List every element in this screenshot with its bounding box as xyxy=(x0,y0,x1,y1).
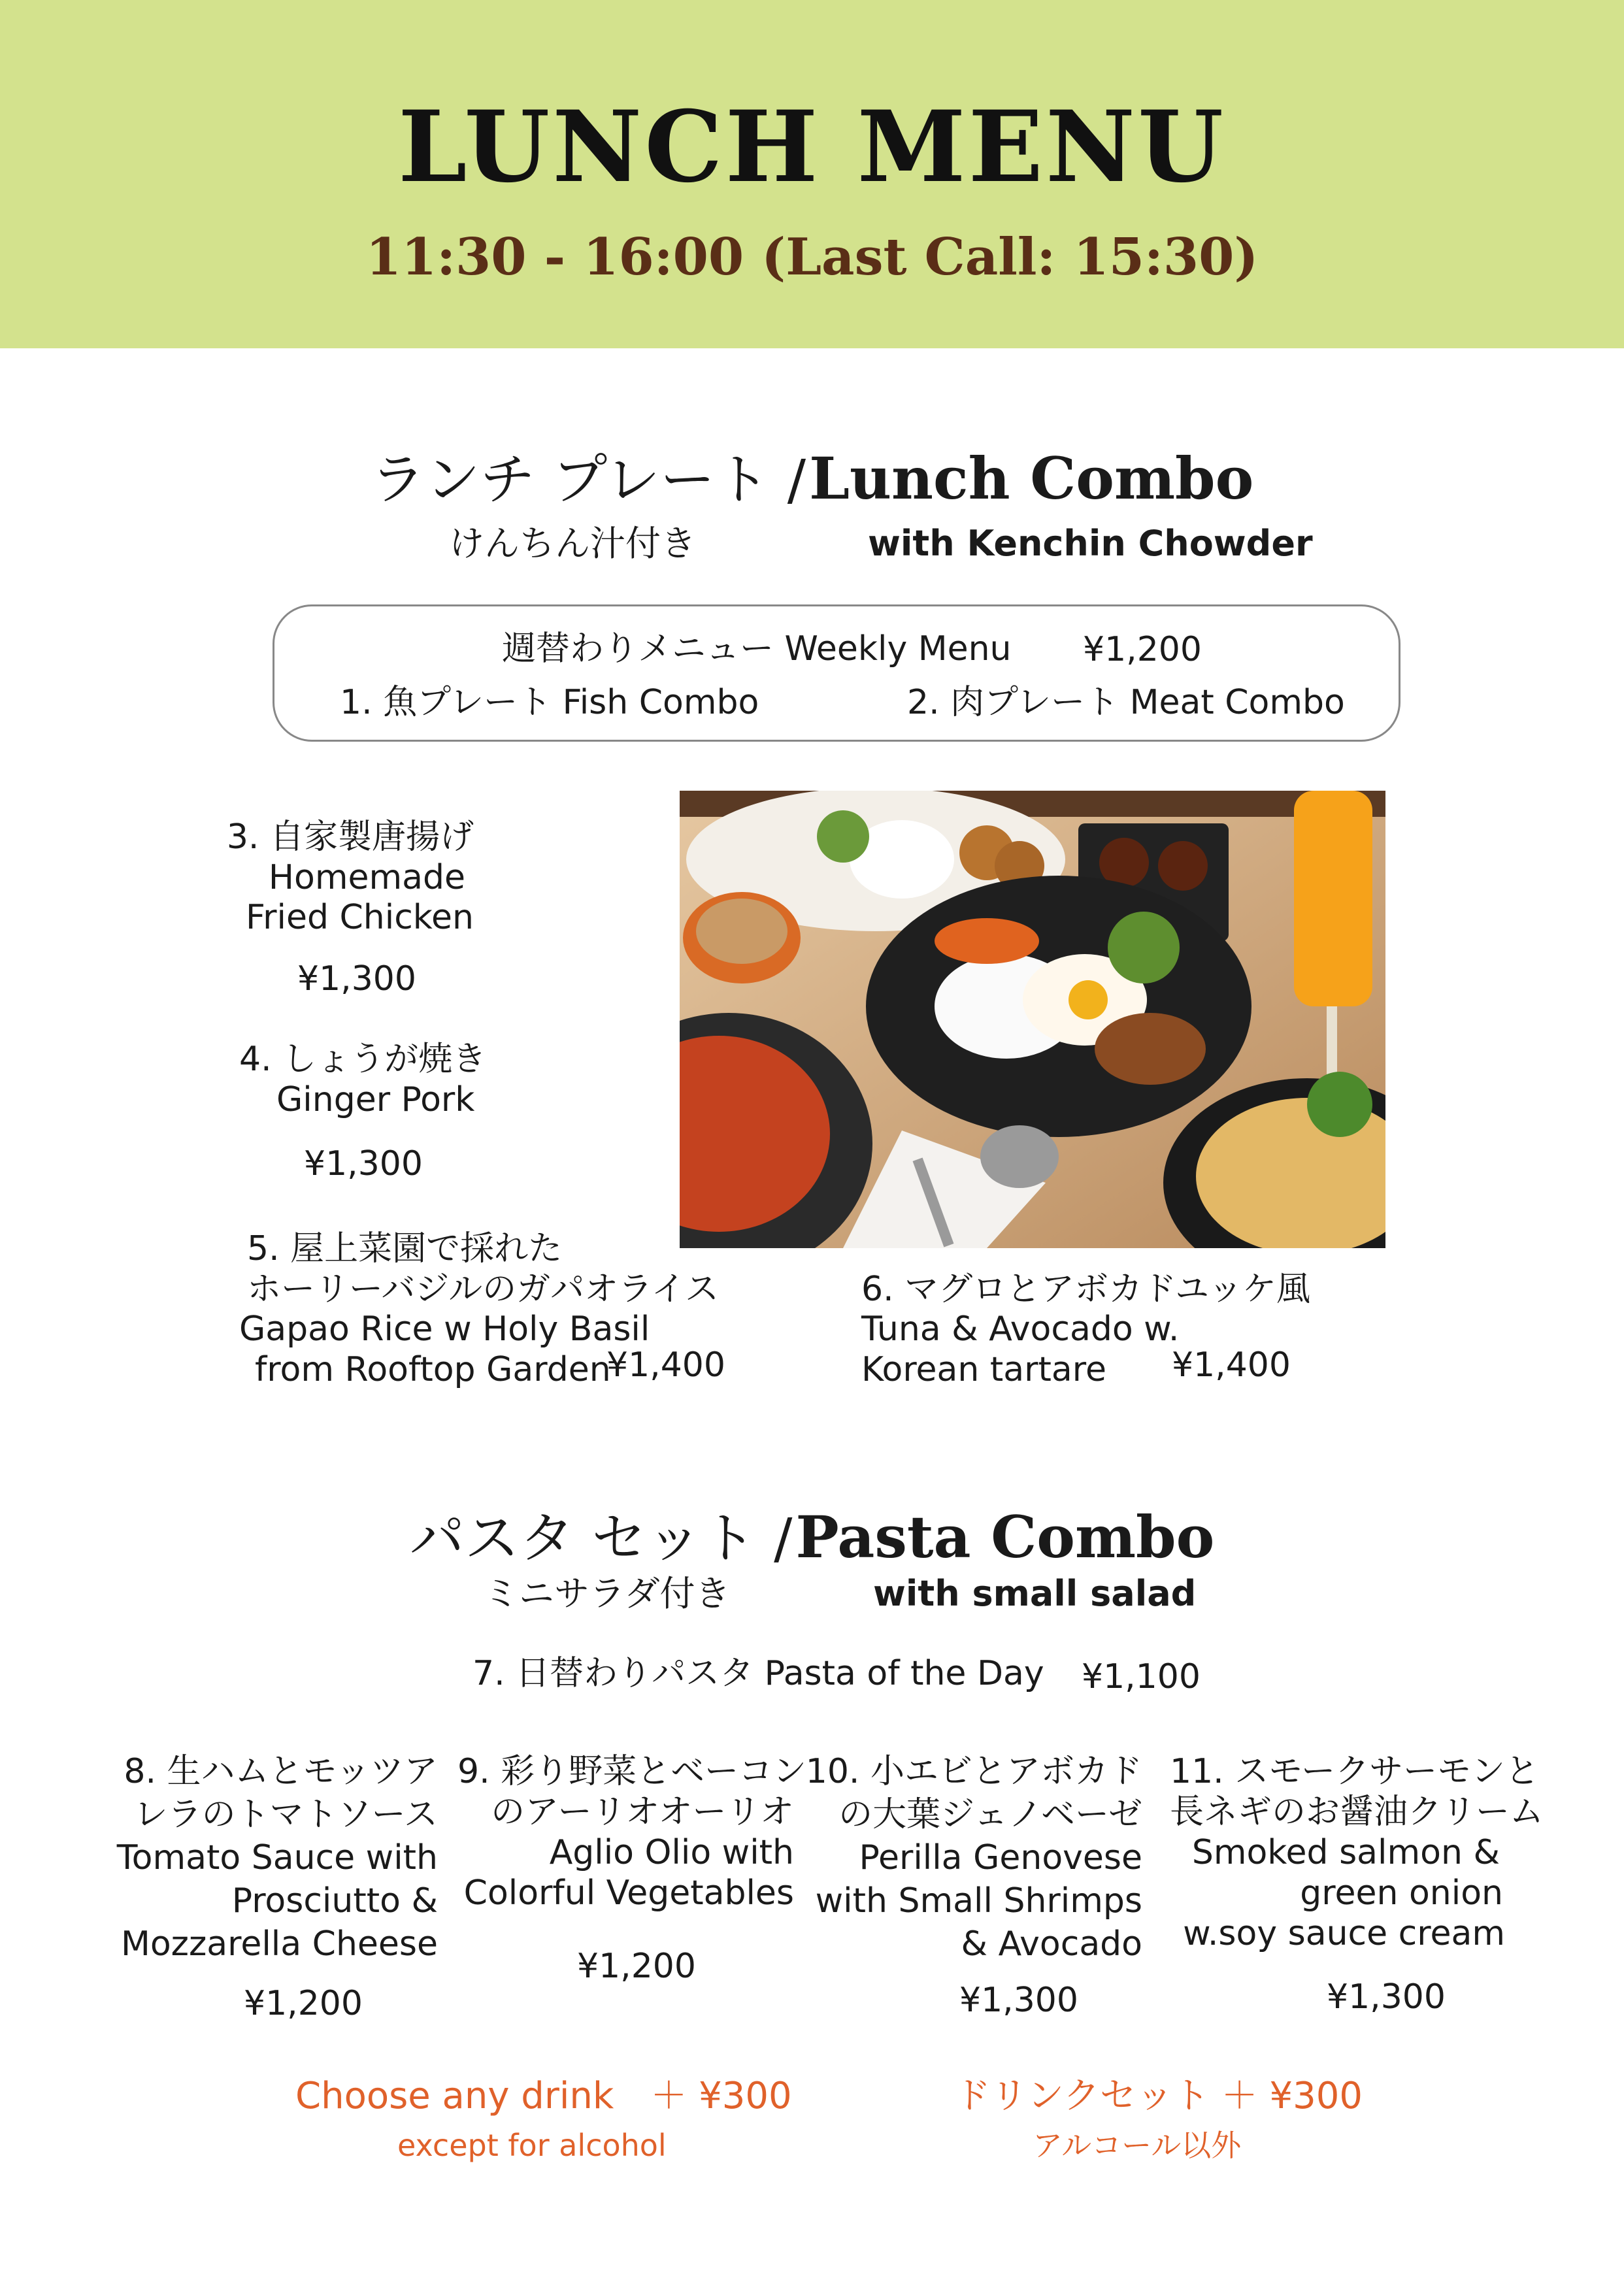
item5-name-en-2: from Rooftop Garden xyxy=(255,1350,611,1389)
item11-name-jp-2: 長ネギのお醤油クリーム xyxy=(1170,1792,1544,1832)
item10-name-en-3: & Avocado xyxy=(961,1924,1142,1964)
item8-name-jp-2: レラのトマトソース xyxy=(133,1795,438,1834)
item4-price: ¥1,300 xyxy=(304,1144,423,1183)
item8-name-en-3: Mozzarella Cheese xyxy=(121,1924,438,1964)
lunch-subtitle-en: with Kenchin Chowder xyxy=(868,523,1313,564)
item9-name-jp-2: のアーリオオーリオ xyxy=(491,1792,794,1832)
drink-note-jp: アルコール以外 xyxy=(1033,2128,1242,2163)
item11-name-en-3: w.soy sauce cream xyxy=(1183,1914,1505,1953)
pasta-subtitle-jp: ミニサラダ付き xyxy=(484,1573,731,1614)
item3-name-en-2: Fried Chicken xyxy=(246,898,474,937)
item4-name-en: Ginger Pork xyxy=(276,1080,475,1119)
item3-price: ¥1,300 xyxy=(297,959,416,999)
item5-name-jp-1: 5. 屋上菜園で採れた xyxy=(247,1229,563,1268)
item8-name-en-1: Tomato Sauce with xyxy=(116,1838,438,1877)
drink-offer-en: Choose any drink ＋ ¥300 xyxy=(295,2075,792,2117)
item11-name-jp-1: 11. スモークサーモンと xyxy=(1170,1752,1540,1791)
item8-price: ¥1,200 xyxy=(244,1984,363,2023)
pasta-title-en: Pasta Combo xyxy=(795,1503,1215,1571)
pasta-section-title xyxy=(0,1503,1624,1571)
item6-name-jp: 6. マグロとアボカドユッケ風 xyxy=(861,1270,1311,1309)
item11-name-en-1: Smoked salmon & xyxy=(1191,1833,1500,1872)
item10-name-en-1: Perilla Genovese xyxy=(859,1838,1142,1877)
drink-offer-jp: ドリンクセット ＋ ¥300 xyxy=(954,2075,1363,2117)
item9-name-jp-1: 9. 彩り野菜とベーコン xyxy=(457,1752,807,1791)
item5-price: ¥1,400 xyxy=(606,1346,725,1385)
item8-name-en-2: Prosciutto & xyxy=(231,1881,438,1921)
item8-name-jp-1: 8. 生ハムとモッツア xyxy=(124,1752,438,1791)
item3-name-en-1: Homemade xyxy=(268,858,465,897)
item3-name-jp: 3. 自家製唐揚げ xyxy=(226,817,474,857)
weekly-item-meat: 2. 肉プレート Meat Combo xyxy=(907,683,1345,722)
item10-price: ¥1,300 xyxy=(959,1981,1078,2020)
item10-name-en-2: with Small Shrimps xyxy=(815,1881,1142,1921)
item6-name-en-1: Tuna & Avocado w. xyxy=(861,1310,1180,1349)
item5-name-jp-2: ホーリーバジルのガパオライス xyxy=(247,1270,720,1309)
weekly-menu-price: ¥1,200 xyxy=(1083,630,1202,669)
item10-name-jp-1: 10. 小エビとアボカド xyxy=(805,1752,1142,1791)
lunch-subtitle-jp: けんちん汁付き xyxy=(449,523,696,564)
food-photo xyxy=(680,791,1385,1248)
drink-note-en: except for alcohol xyxy=(397,2128,667,2163)
item10-name-jp-2: の大葉ジェノベーゼ xyxy=(838,1795,1142,1834)
item6-name-en-2: Korean tartare xyxy=(861,1350,1107,1389)
lunch-title-jp: ランチ プレート / xyxy=(370,448,806,512)
item9-price: ¥1,200 xyxy=(577,1947,696,1986)
weekly-menu-label: 週替わりメニュー Weekly Menu xyxy=(502,629,1012,669)
item11-name-en-2: green onion xyxy=(1300,1874,1503,1913)
item6-price: ¥1,400 xyxy=(1172,1346,1291,1385)
item5-name-en-1: Gapao Rice w Holy Basil xyxy=(239,1310,650,1349)
item11-price: ¥1,300 xyxy=(1327,1977,1446,2017)
pasta-title-jp: パスタ セット / xyxy=(409,1506,793,1570)
pasta-subtitle-en: with small salad xyxy=(873,1573,1197,1614)
lunch-title-en: Lunch Combo xyxy=(809,444,1254,512)
food-photo-image xyxy=(680,791,1385,1248)
item4-name-jp: 4. しょうが焼き xyxy=(239,1040,487,1079)
weekly-item-fish: 1. 魚プレート Fish Combo xyxy=(340,683,759,722)
item9-name-en-2: Colorful Vegetables xyxy=(463,1874,794,1913)
item7-name: 7. 日替わりパスタ Pasta of the Day xyxy=(472,1654,1044,1693)
item9-name-en-1: Aglio Olio with xyxy=(549,1833,794,1872)
opening-hours: 11:30 - 16:00 (Last Call: 15:30) xyxy=(365,227,1259,287)
lunch-section-title xyxy=(0,444,1624,512)
item7-price: ¥1,100 xyxy=(1082,1657,1201,1696)
menu-title: LUNCH MENU xyxy=(398,90,1226,205)
